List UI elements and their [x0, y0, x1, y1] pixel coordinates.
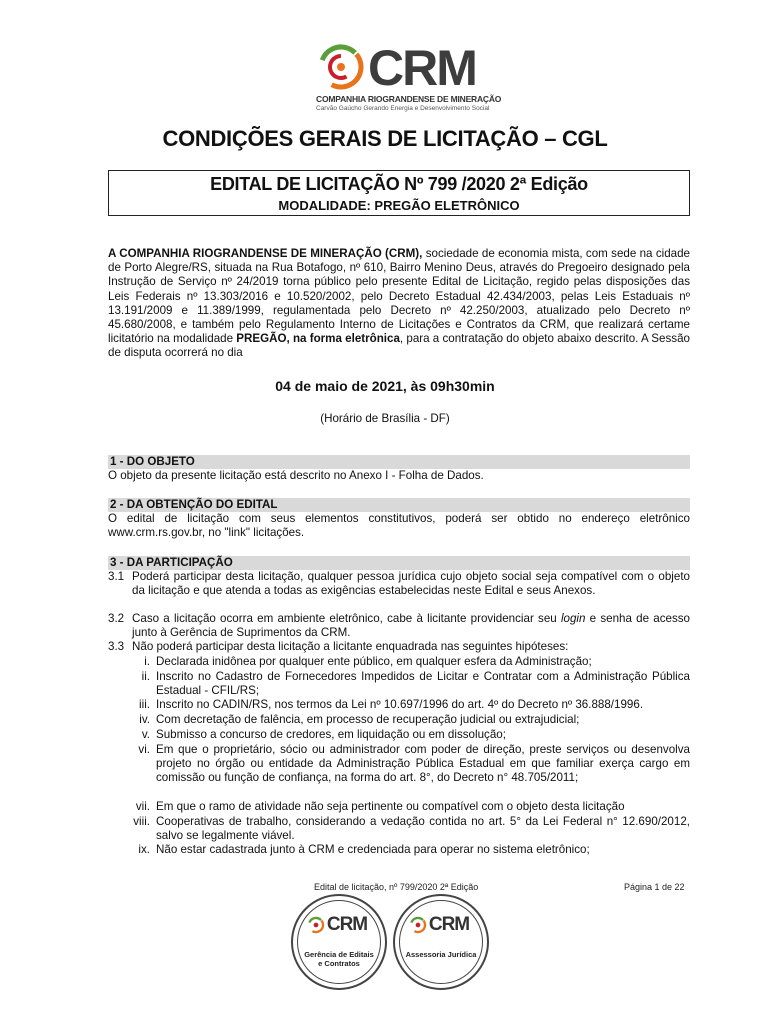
subitem-text: Em que o proprietário, sócio ou administrador com poder de direção, preste serviços ou desenvolva projeto no órgão ou entidade da Administração Pública Estadual em que familiar exerça cargo em comissão ou função de confiança, na forma do art. 8°, do Decreto n° 48.705/2011; — [156, 743, 690, 784]
subitem-text: Declarada inidônea por qualquer ente público, em qualquer esfera da Administração; — [156, 655, 592, 668]
crm-logo — [314, 36, 502, 118]
intro-bold-mid: PREGÃO, na forma eletrônica — [236, 332, 400, 346]
item-text — [132, 612, 690, 640]
crm-logo-icon — [318, 44, 364, 90]
section-1-text: O objeto da presente licitação está descrito no Anexo I - Folha de Dados. — [108, 469, 484, 482]
item-text: Não poderá participar desta licitação a licitante enquadrada nas seguintes hipóteses: — [132, 640, 569, 653]
footer-page-number: Página 1 de 22 — [624, 882, 685, 892]
subitem-text: Inscrito no Cadastro de Fornecedores Impedidos de Licitar e Contratar com a Administração Pública Estadual - CFIL/RS; — [156, 670, 690, 697]
item-3-1 — [108, 570, 690, 612]
seal-gerencia-editais — [291, 894, 387, 990]
item-text-login: login — [560, 612, 586, 625]
section-2-title: 2 - DA OBTENÇÃO DO EDITAL — [108, 498, 690, 512]
session-timezone: (Horário de Brasília - DF) — [320, 412, 450, 425]
footer-edital-ref: Edital de licitação, nº 799/2020 2ª Edição — [314, 882, 479, 892]
subitem-numeral: iii. — [139, 698, 150, 711]
subitem-text: Cooperativas de trabalho, considerando a vedação contida no art. 5° da Lei Federal n° 12.690/2012, salvo se legalmente viável. — [156, 815, 690, 842]
subitem-numeral: ix. — [138, 843, 150, 856]
intro-paragraph — [108, 247, 690, 361]
seal-caption: Gerência de Editais e Contratos — [304, 950, 374, 968]
session-date: 04 de maio de 2021, às 09h30min — [275, 378, 495, 394]
section-2-text: O edital de licitação com seus elementos constitutivos, poderá ser obtido no endereço eletrônico www.crm.rs.gov.br, no "link" licitações. — [108, 512, 690, 540]
item-number: 3.1 — [108, 570, 125, 583]
item-text: Poderá participar desta licitação, qualquer pessoa jurídica cujo objeto social seja compatível com o objeto da licitação e que atenda a todas as exigências estabelecidas neste Edital e seus Anexos. — [132, 570, 690, 597]
intro-text-2: , para a contratação do objeto abaixo descrito. A Sessão de disputa ocorrerá no dia — [108, 332, 690, 360]
edital-title: EDITAL DE LICITAÇÃO Nº 799 /2020 2ª Edição — [210, 174, 588, 194]
edital-header-box — [108, 170, 690, 216]
subitem-text: Com decretação de falência, em processo de recuperação judicial ou extrajudicial; — [156, 713, 580, 726]
subitem-numeral: vi. — [138, 743, 150, 756]
company-tagline: Carvão Gaúcho Gerando Energia e Desenvolvimento Social — [316, 105, 490, 112]
intro-bold-lead: A COMPANHIA RIOGRANDENSE DE MINERAÇÃO (CRM), — [108, 247, 423, 260]
subitem-numeral: iv. — [139, 713, 150, 726]
subitem-text: Submisso a concurso de credores, em liquidação ou em dissolução; — [156, 728, 506, 741]
page-title: CONDIÇÕES GERAIS DE LICITAÇÃO – CGL — [162, 126, 608, 151]
intro-text-1: sociedade de economia mista, com sede na cidade de Porto Alegre/RS, situada na Rua Botafogo, nº 610, Bairro Menino Deus, através do Pregoeiro designado pela Instrução de Serviço nº 24/2019 torna público pelo presente Edital de Licitação, regido pelas disposições das Leis Federais nº 13.303/2016 e 10.520/2002, pelo Decreto Estadual 42.434/2003, pelas Leis Estaduais nº 13.191/2009 e 11.389/1999, regulamentada pelo Decreto nº 42.250/2003, atualizado pelo Decreto nº 45.680/2008, e também pelo Regulamento Interno de Licitações e Contratos da CRM, que realizará certame licitatório na modalidade — [108, 247, 690, 346]
seal-crm-text: CRM — [326, 914, 368, 935]
item-3-2 — [108, 612, 690, 640]
subitem-text: Inscrito no CADIN/RS, nos termos da Lei nº 10.697/1996 do art. 4º do Decreto nº 36.888/1996. — [156, 698, 644, 711]
logo-text: CRM — [368, 40, 476, 96]
subitem-numeral: ii. — [141, 670, 150, 683]
seal-caption: Assessoria Jurídica — [405, 950, 477, 959]
company-name: COMPANHIA RIOGRANDENSE DE MINERAÇÃO — [316, 94, 502, 104]
subitem-numeral: v. — [141, 728, 150, 741]
edital-modalidade: MODALIDADE: PREGÃO ELETRÔNICO — [278, 198, 520, 213]
seal-inner-ring — [399, 900, 483, 984]
item-text-a: Caso a licitação ocorra em ambiente eletrônico, cabe à licitante providenciar seu — [132, 612, 561, 625]
seal-crm-text: CRM — [428, 914, 470, 935]
section-3-title: 3 - DA PARTICIPAÇÃO — [108, 556, 690, 570]
subitem-numeral: i. — [144, 655, 150, 668]
seal-assessoria-juridica — [393, 894, 489, 990]
item-3-3 — [108, 640, 690, 654]
subitem-text: Não estar cadastrada junto à CRM e credenciada para operar no sistema eletrônico; — [156, 843, 590, 856]
subitem-text: Em que o ramo de atividade não seja pertinente ou compatível com o objeto desta licitação — [156, 800, 625, 813]
item-text-b: e senha de acesso junto à Gerência de Suprimentos da CRM. — [132, 612, 691, 639]
section-1-title: 1 - DO OBJETO — [108, 455, 690, 469]
subitem-numeral: viii. — [133, 815, 150, 828]
subitem-numeral: vii. — [135, 800, 150, 813]
item-number: 3.2 — [108, 612, 125, 625]
item-number: 3.3 — [108, 640, 125, 653]
seal-inner-ring — [297, 900, 381, 984]
